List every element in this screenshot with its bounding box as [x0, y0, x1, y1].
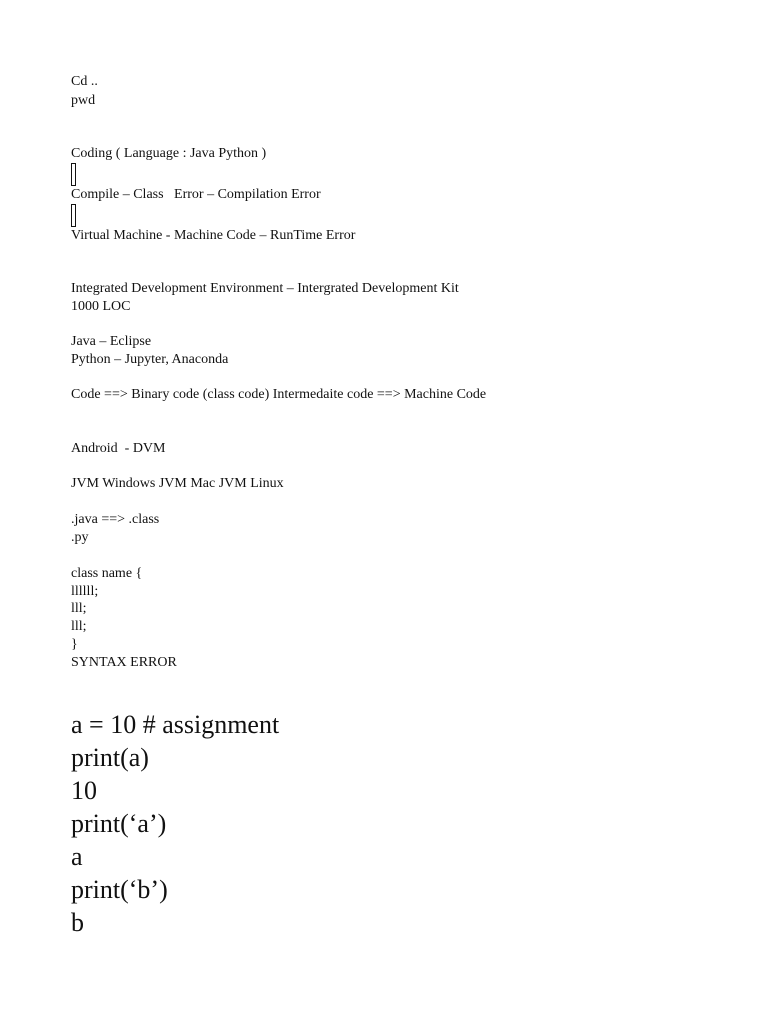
text-line: .py	[71, 530, 89, 545]
code-line: b	[71, 908, 84, 937]
text-line: lll;	[71, 601, 87, 616]
code-line: print(a)	[71, 743, 149, 772]
code-line: a	[71, 842, 83, 871]
text-line: Android - DVM	[71, 441, 166, 456]
text-line: }	[71, 637, 78, 652]
text-line: 1000 LOC	[71, 299, 131, 314]
text-line: Java – Eclipse	[71, 334, 152, 349]
down-arrow-icon	[71, 204, 76, 227]
text-line: llllll;	[71, 584, 99, 599]
code-line: a = 10 # assignment	[71, 710, 280, 739]
text-line: JVM Windows JVM Mac JVM Linux	[71, 476, 284, 491]
text-line: class name {	[71, 566, 143, 581]
text-line: Python – Jupyter, Anaconda	[71, 352, 229, 367]
text-line: SYNTAX ERROR	[71, 655, 177, 670]
code-line: 10	[71, 776, 97, 805]
text-line: Coding ( Language : Java Python )	[71, 146, 267, 161]
text-line: Virtual Machine - Machine Code – RunTime Error	[71, 228, 356, 243]
down-arrow-icon	[71, 163, 76, 186]
text-line: .java ==> .class	[71, 512, 160, 527]
text-line: Cd ..	[71, 74, 98, 89]
text-line: pwd	[71, 93, 96, 108]
code-line: print(‘a’)	[71, 809, 167, 838]
code-line: print(‘b’)	[71, 875, 168, 904]
text-line: lll;	[71, 619, 87, 634]
text-line: Compile – Class Error – Compilation Error	[71, 187, 321, 202]
text-line: Integrated Development Environment – Intergrated Development Kit	[71, 281, 459, 296]
text-line: Code ==> Binary code (class code) Intermedaite code ==> Machine Code	[71, 387, 487, 402]
